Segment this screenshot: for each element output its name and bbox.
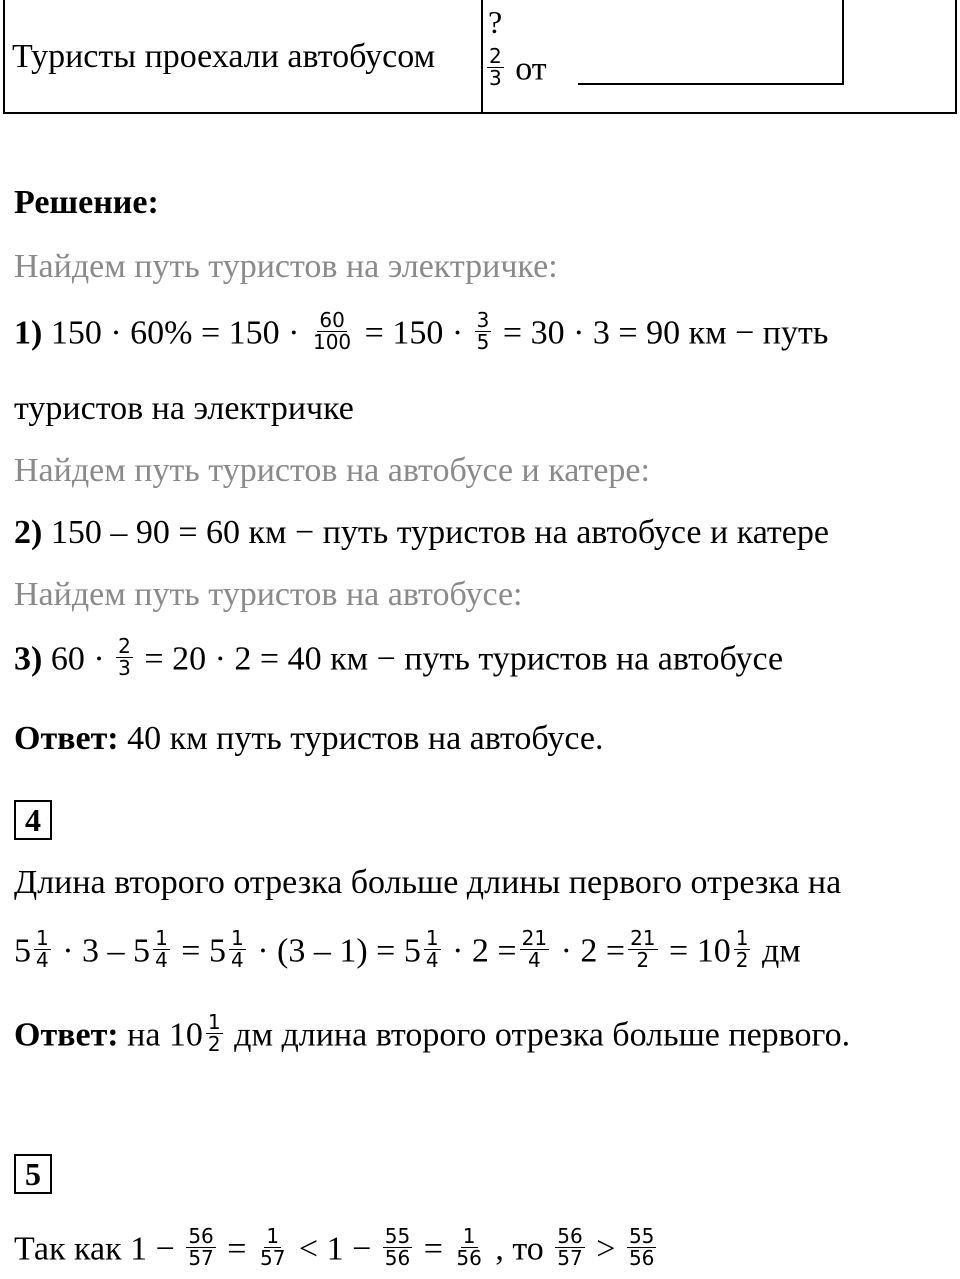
table-divider — [481, 0, 483, 114]
table-question-mark: ? — [488, 4, 503, 40]
hint-3: Найдем путь туристов на автобусе: — [14, 576, 523, 613]
step-2: 2) 150 – 90 = 60 км − путь туристов на автобусе и катере — [14, 514, 829, 551]
step-3: 3) 60 · $\frac{2}{3}$ = 20 · 2 = 40 км − путь туристов на автобусе — [14, 634, 784, 680]
solution-heading: Решение: — [14, 184, 159, 221]
task-5-number: 5 — [14, 1154, 52, 1194]
table-fraction-row — [484, 44, 547, 93]
task-5-statement: Так как 1 − $\frac{56}{57}$ = $\frac{1}{57}$ < 1 − $\frac{55}{56}$ = $\frac{1}{56}$ , то $\frac{56}{57}$ > $\frac{55}{56}$ — [14, 1224, 655, 1270]
task-4-answer: Ответ: на 10 $\frac{1}{2}$ дм длина второго отрезка больше первого. — [14, 1010, 851, 1056]
of-label: от — [515, 50, 547, 88]
step-1-continuation: туристов на электричке — [14, 390, 354, 427]
step-1: 1) 150 · 60% = 150 · $\frac{60}{100}$ = 150 · $\frac{3}{5}$ = 30 · 3 = 90 км − путь — [14, 308, 829, 354]
hint-2: Найдем путь туристов на автобусе и катере: — [14, 452, 650, 489]
task-4-statement: Длина второго отрезка больше длины первого отрезка на — [14, 864, 842, 901]
answer-blank-line — [578, 83, 844, 85]
task-4-equation: 5 $\frac{1}{4}$ · 3 – 5 $\frac{1}{4}$ = 5 $\frac{1}{4}$ · (3 – 1) = 5 $\frac{1}{4}$ · 2 = $\frac{21}{4}$ · 2 = $\frac{21}{2}$ = 10 $\frac{1}{2}$ дм — [14, 926, 801, 972]
fraction: $\frac{2}{3}$ — [489, 44, 502, 90]
answer-box-edge — [842, 0, 844, 84]
solution-answer: Ответ: 40 км путь туристов на автобусе. — [14, 720, 604, 757]
table-left-cell: Туристы проехали автобусом — [12, 38, 436, 75]
task-4-number: 4 — [14, 800, 52, 840]
hint-1: Найдем путь туристов на электричке: — [14, 248, 558, 285]
